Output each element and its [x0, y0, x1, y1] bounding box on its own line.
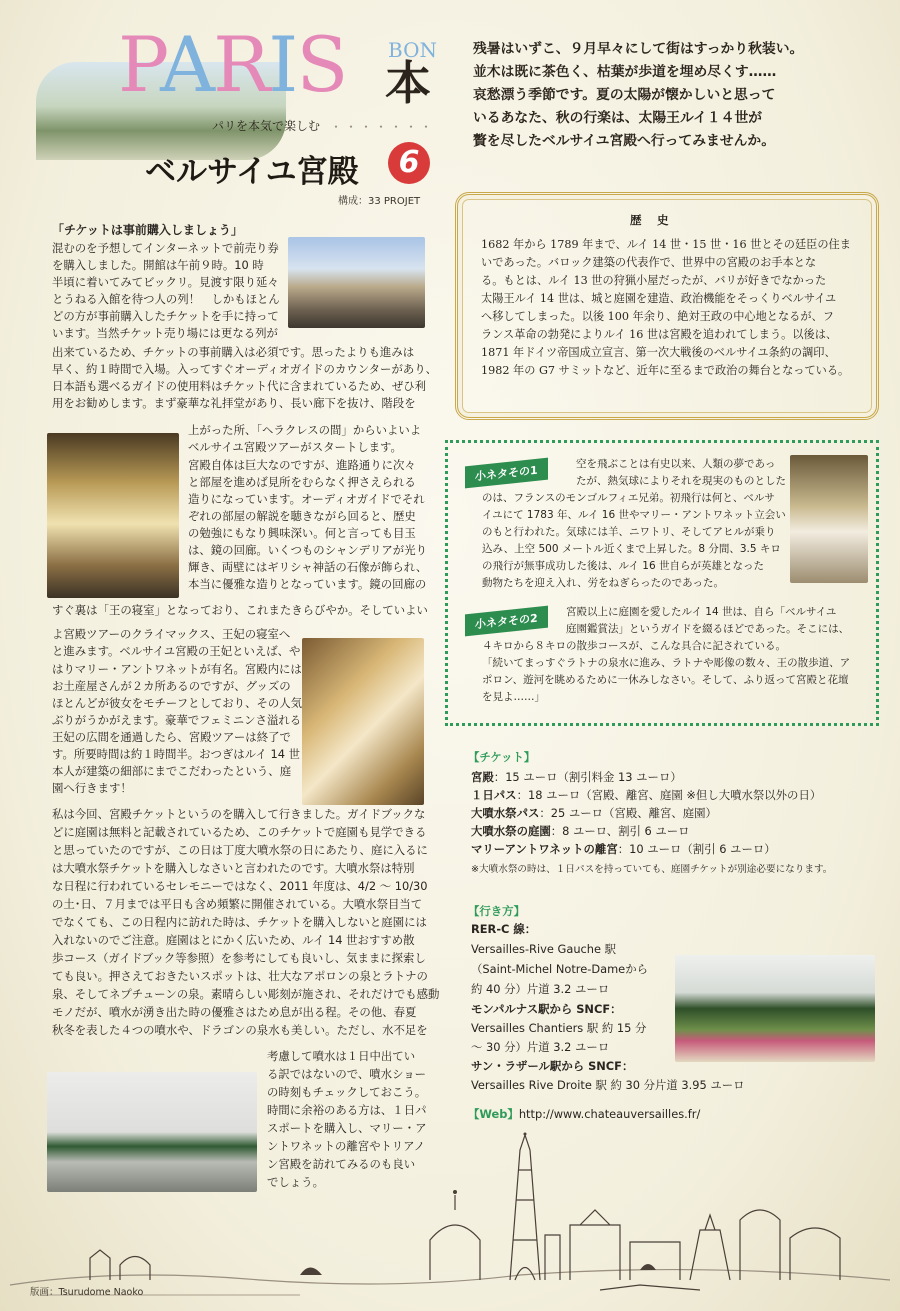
article-line: 半頃に着いてみてビックリ。見渡す限り延々	[52, 275, 279, 289]
article-line: る訳ではないので、噴水ショー	[267, 1067, 427, 1081]
article-line: 輝き、両壁にはギリシャ神話の石像が飾られ、	[188, 560, 428, 574]
article-line: ぶりがうかがえます。豪華でフェミニンさ溢れる	[52, 713, 302, 727]
article-line: ン宮殿を訪れてみるのも良い	[267, 1157, 416, 1171]
access-line3: Versailles Rive Droite 駅 約 30 分片道 3.95 ユーロ	[471, 1078, 745, 1092]
web-label: 【Web】	[468, 1107, 519, 1121]
koneta-1-line: 動物たちを迎え入れ、労をねぎらったのであった。	[482, 577, 725, 589]
article-line: います。当然チケット売り場には更なる列が	[52, 326, 278, 340]
ticket-name: １日パス	[471, 788, 517, 802]
article-line: の勉強にもなり興味深い。何と言っても目玉	[188, 526, 416, 540]
koneta-2-line: を見よ……」	[482, 691, 545, 703]
ticket-value: ：18 ユーロ（宮殿、離宮、庭園 ※但し大噴水祭以外の日）	[516, 788, 822, 802]
logo-letter-a: A	[160, 20, 214, 109]
article-line: な日程に行われているセレモニーではなく、2011 年度は、4/2 ～ 10/30	[52, 879, 428, 893]
koneta-2-label: 小ネタその2	[465, 606, 548, 637]
koneta-1-line: の飛行が無事成功した後は、ルイ 16 世自らが英雄となった	[482, 560, 765, 572]
history-line: 1871 年ドイツ帝国成立宣言、第一次大戦後のベルサイユ条約の調印、	[481, 346, 836, 359]
intro-line: いるあなた、秋の行楽は、太陽王ルイ１４世が	[473, 110, 763, 126]
article-line: 用をお勧めします。まず豪華な礼拝堂があり、長い廊下を抜け、階段を	[52, 396, 416, 410]
article-line: 早く、約１時間で入場。入ってすぐオーディオガイドのカウンターがあり、	[52, 362, 438, 376]
article-line: 混むのを予想してインターネットで前売り券	[52, 241, 279, 255]
access-line1-title: RER-C 線：	[471, 922, 537, 936]
koneta-1-line: イユにて 1783 年、ルイ 16 世やマリー・アントワネット立会い	[482, 509, 786, 521]
logo-letter-i: I	[268, 20, 297, 109]
article-line: 宮殿自体は巨大なのですが、進路通りに次々	[188, 458, 416, 472]
ticket-value: ：15 ユーロ（割引料金 13 ユーロ）	[493, 770, 682, 784]
article-line: と思っていたのですが、この日は丁度大噴水祭の日にあたり、庭に入るに	[52, 843, 428, 857]
history-line: 太陽王ルイ 14 世は、城と庭園を建造、政治機能をそっくりベルサイユ	[481, 292, 837, 305]
ticket-value: ：8 ユーロ、割引 6 ユーロ	[550, 824, 690, 838]
article-line: 私は今回、宮殿チケットというのを購入して行きました。ガイドブックな	[52, 807, 426, 821]
logo-bon: BON	[388, 38, 437, 62]
hall-of-mirrors-photo	[47, 433, 179, 598]
article-line: 泉、そしてネプチューンの泉。素晴らしい彫刻が施され、それだけでも感動	[52, 987, 440, 1001]
article-line: 本当に優雅な造りとなっています。鏡の回廊の	[188, 577, 427, 591]
ticket-row	[471, 768, 682, 786]
article-line: の時刻もチェックしておこう。	[267, 1085, 427, 1099]
tagline-dots: ・・・・・・・	[330, 120, 436, 134]
ticket-name: 宮殿	[471, 770, 494, 784]
article-line: は大噴水祭チケットを購入しなさいと言われたのです。大噴水祭は特別	[52, 861, 415, 875]
article-line: どの方が事前購入したチケットを手に持って	[52, 309, 279, 323]
tagline: パリを本気で楽しむ	[212, 119, 321, 133]
koneta-2-line: 「続いてまっすぐラトナの泉水に進み、ラトナや彫像の数々、王の散歩道、ア	[482, 657, 851, 669]
article-line: よ宮殿ツアーのクライマックス、王妃の寝室へ	[52, 627, 291, 641]
article-line: 考慮して噴水は１日中出てい	[267, 1049, 416, 1063]
garden-photo	[675, 955, 875, 1062]
ticket-name: マリーアントワネットの離宮	[471, 842, 618, 856]
article-line: とうねる入館を待つ人の列！ しかもほとん	[52, 292, 280, 306]
koneta-2-line: ポロン、遊河を眺めるために一休みしなさい。そして、ふり返って宮殿と花壇	[482, 674, 849, 686]
ticket-row	[471, 822, 690, 840]
article-line: 秋冬を表した４つの噴水や、ドラゴンの泉水も美しい。ただし、水不足を	[52, 1023, 428, 1037]
koneta-2-line: 宮殿以上に庭園を愛したルイ 14 世は、自ら「ベルサイユ	[566, 606, 837, 618]
access-header: 【行き方】	[468, 904, 525, 918]
logo-letter-s: S	[296, 20, 347, 109]
koneta-1-line: のもと行われた。気球には羊、ニワトリ、そしてアヒルが乗り	[482, 526, 776, 538]
article-line: でなくても、この日程内に訪れた時は、チケットを購入しないと庭園には	[52, 915, 427, 929]
koneta-1-line: たが、熱気球によりそれを現実のものとした	[576, 475, 786, 487]
article-line: ほとんどが彼女をモチーフとしており、その人気	[52, 696, 303, 710]
article-heading: 「チケットは事前購入しましょう」	[52, 223, 243, 237]
access-line1: Versailles-Rive Gauche 駅	[471, 942, 617, 956]
article-line: 入れないのでご注意。庭園はとにかく広いため、ルイ 14 世おすすめ散	[52, 933, 415, 947]
article-line: 出来ているため、チケットの事前購入は必須です。思ったよりも進みは	[52, 345, 415, 359]
access-line1: （Saint-Michel Notre-Dameから	[471, 962, 648, 976]
logo-letter-p: P	[118, 20, 161, 109]
article-line: 上がった所、「ヘラクレスの間」からいよいよ	[188, 423, 422, 437]
ticket-value: ：10 ユーロ（割引 6 ユーロ）	[617, 842, 776, 856]
article-line: ても良い。押さえておきたいスポットは、壮大なアポロンの泉とラトナの	[52, 969, 428, 983]
access-line3-title: サン・ラザール駅から SNCF：	[471, 1059, 634, 1073]
article-line: どに庭園は無料と記載されているため、このチケットで庭園も見学できる	[52, 825, 427, 839]
crowd-photo	[288, 237, 425, 328]
logo-paris	[118, 20, 346, 110]
koneta-2-line: ４キロから８キロの散歩コースが、こんな具合に記されている。	[482, 640, 786, 652]
illustration-credit: 版画：Tsurudome Naoko	[30, 1287, 144, 1298]
access-line1: 約 40 分）片道 3.2 ユーロ	[471, 982, 610, 996]
access-line2: ～ 30 分）片道 3.2 ユーロ	[471, 1040, 610, 1054]
article-line: 日本語も選べるガイドの使用料はチケット代に含まれているため、ぜひ利	[52, 379, 427, 393]
koneta-1-line: のは、フランスのモンゴルフィエ兄弟。初飛行は何と、ベルサ	[482, 492, 775, 504]
ticket-note: ※大噴水祭の時は、１日パスを持っていても、庭園チケットが別途必要になります。	[471, 864, 833, 875]
history-line: 1682 年から 1789 年まで、ルイ 14 世・15 世・16 世とその廷臣の住ま	[481, 238, 851, 251]
statue-photo	[790, 455, 868, 583]
article-line: モノだが、噴水が湧き出た時の優雅さはため息が出る程。その他、春夏	[52, 1005, 417, 1019]
history-line: いであった。バロック建築の代表作で、世界中の宮殿のお手本とな	[481, 256, 817, 269]
ticket-name: 大噴水祭の庭園	[471, 824, 551, 838]
credit: 構成：33 PROJET	[338, 196, 421, 207]
article-line: でしょう。	[267, 1175, 324, 1189]
koneta-1-line: 空を飛ぶことは有史以来、人類の夢であっ	[576, 458, 776, 470]
article-line: お土産屋さんが２カ所あるのですが、グッズの	[52, 679, 291, 693]
koneta-1-line: 込み、上空 500 メートル近くまで上昇した。8 分間、3.5 キロ	[482, 543, 781, 555]
article-line: ベルサイユ宮殿ツアーがスタートします。	[188, 440, 402, 454]
intro-line: 哀愁漂う季節です。夏の太陽が懐かしいと思って	[473, 87, 776, 103]
ticket-value: ：25 ユーロ（宮殿、離宮、庭園）	[539, 806, 717, 820]
bedroom-photo	[302, 638, 424, 805]
article-line: ントワネットの離宮やトリアノ	[267, 1139, 425, 1153]
intro-line: 並木は既に茶色く、枯葉が歩道を埋め尽くす……	[473, 64, 777, 80]
article-line: 造りになっています。オーディオガイドでそれ	[188, 492, 425, 506]
article-line: は、鏡の回廊。いくつものシャンデリアが光り	[188, 543, 427, 557]
article-line: すぐ裏は「王の寝室」となっており、これまたきらびやか。そしていよい	[52, 603, 428, 617]
ticket-name: 大噴水祭パス	[471, 806, 540, 820]
ticket-row	[471, 804, 717, 822]
intro-line: 残暑はいずこ、９月早々にして街はすっかり秋装い。	[473, 41, 804, 57]
intro-line: 贅を尽したベルサイユ宮殿へ行ってみませんか。	[473, 133, 776, 149]
access-line2-title: モンパルナス駅から SNCF：	[471, 1002, 622, 1016]
page-title: ベルサイユ宮殿	[145, 154, 359, 190]
article-line: す。所要時間は約１時間半。おつぎはルイ 14 世	[52, 747, 300, 761]
article-line: はりマリー・アントワネットが有名。宮殿内には	[52, 662, 302, 676]
article-line: と進みます。ベルサイユ宮殿の王妃といえば、や	[52, 644, 301, 658]
article-line: ぞれの部屋の解説を聴きながら回ると、歴史	[188, 509, 416, 523]
article-line: の土･日、７月までは平日も含め頻繁に開催されている。大噴水祭目当て	[52, 897, 423, 911]
article-line: を購入しました。開館は午前９時。10 時	[52, 258, 264, 272]
history-line: 1982 年の G7 サミットなど、近年に至るまで政治の舞台となっている。	[481, 364, 850, 377]
article-line: と部屋を進めば見所をむらなく押さえられる	[188, 475, 416, 489]
article-line: 王妃の広間を通過したら、宮殿ツアーは終了で	[52, 730, 291, 744]
history-line: へ移してしまった。以後 100 年余り、絶対王政の中心地となるが、フ	[481, 310, 834, 323]
ticket-row	[471, 840, 776, 858]
article-line: 園へ行きます！	[52, 781, 132, 795]
access-line2: Versailles Chantiers 駅 約 15 分	[471, 1021, 647, 1035]
web-url[interactable]: http://www.chateauversailles.fr/	[518, 1107, 701, 1121]
tickets-header: 【チケット】	[468, 750, 536, 764]
web-row	[468, 1105, 700, 1123]
koneta-2-line: 庭園鑑賞法」というガイドを綴るほどであった。そこには、	[566, 623, 850, 635]
history-line: る。もとは、ルイ 13 世の狩猟小屋だったが、バリが好きでなかった	[481, 274, 827, 287]
issue-number: 6	[398, 145, 420, 180]
history-title: 歴 史	[630, 213, 671, 227]
article-line: 時間に余裕のある方は、１日パ	[267, 1103, 427, 1117]
article-line: 本人が建築の細部にまでこだわったという、庭	[52, 764, 292, 778]
logo-hon: 本	[385, 56, 431, 110]
article-line: 歩コース（ガイドブック等参照）を参考にしても良いし、気ままに探索し	[52, 951, 426, 965]
history-line: ランス革命の勃発によりルイ 16 世は宮殿を追われてしまう。以後は、	[481, 328, 838, 341]
logo-letter-r: R	[213, 20, 269, 109]
article-line: スポートを購入し、マリー・ア	[267, 1121, 427, 1135]
koneta-1-label: 小ネタその1	[465, 458, 548, 489]
ticket-row	[471, 786, 821, 804]
